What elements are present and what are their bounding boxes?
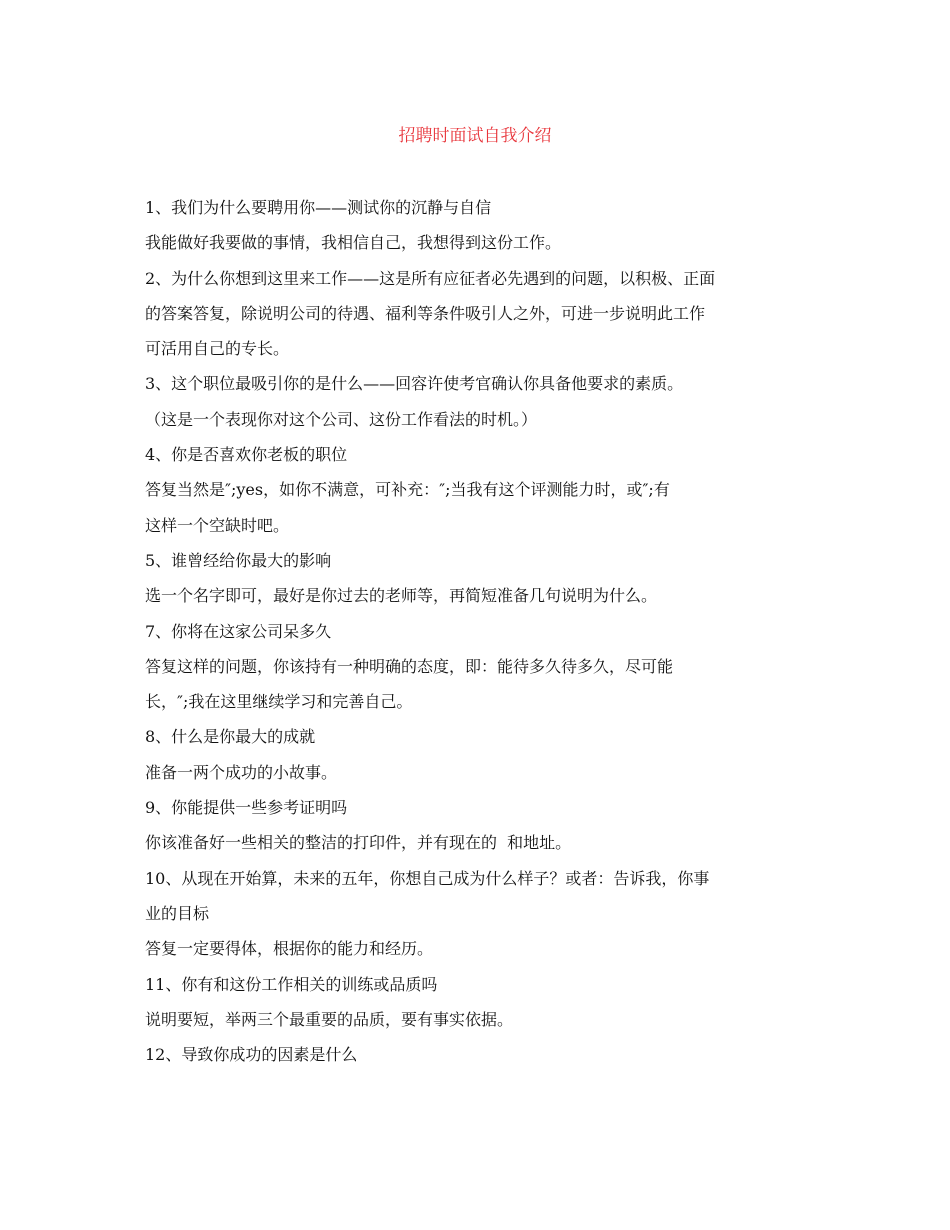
text-line: 8、什么是你最大的成就 bbox=[145, 727, 316, 747]
document-title: 招聘时面试自我介绍 bbox=[398, 126, 552, 146]
text-line: 12、导致你成功的因素是什么 bbox=[145, 1045, 358, 1065]
text-line: 9、你能提供一些参考证明吗 bbox=[145, 798, 348, 818]
text-line: 这样一个空缺时吧。 bbox=[145, 515, 290, 535]
text-line: （这是一个表现你对这个公司、这份工作看法的时机。） bbox=[145, 409, 538, 429]
text-line: 7、你将在这家公司呆多久 bbox=[145, 621, 332, 641]
text-line: 2、为什么你想到这里来工作——这是所有应征者必先遇到的问题，以积极、正面 bbox=[145, 268, 716, 288]
text-line: 准备一两个成功的小故事。 bbox=[145, 762, 338, 782]
text-line: 10、从现在开始算，未来的五年，你想自己成为什么样子？或者：告诉我，你事 bbox=[145, 868, 710, 888]
text-line: 选一个名字即可，最好是你过去的老师等，再简短准备几句说明为什么。 bbox=[145, 586, 658, 606]
text-line: 答复当然是″;yes，如你不满意，可补充：″;当我有这个评测能力时，或″;有 bbox=[145, 480, 670, 500]
text-line: 业的目标 bbox=[145, 903, 210, 923]
text-line: 答复一定要得体，根据你的能力和经历。 bbox=[145, 939, 434, 959]
text-line: 你该准备好一些相关的整洁的打印件，并有现在的 和地址。 bbox=[145, 833, 572, 853]
text-line: 11、你有和这份工作相关的训练或品质吗 bbox=[145, 974, 438, 994]
text-line: 的答案答复，除说明公司的待遇、福利等条件吸引人之外，可进一步说明此工作 bbox=[145, 303, 706, 323]
text-line: 我能做好我要做的事情，我相信自己，我想得到这份工作。 bbox=[145, 233, 562, 253]
text-line: 说明要短，举两三个最重要的品质，要有事实依据。 bbox=[145, 1009, 514, 1029]
text-line: 4、你是否喜欢你老板的职位 bbox=[145, 445, 348, 465]
text-line: 答复这样的问题，你该持有一种明确的态度，即：能待多久待多久，尽可能 bbox=[145, 656, 674, 676]
text-line: 5、谁曾经给你最大的影响 bbox=[145, 550, 332, 570]
text-line: 长，″;我在这里继续学习和完善自己。 bbox=[145, 692, 413, 712]
text-line: 1、我们为什么要聘用你——测试你的沉静与自信 bbox=[145, 198, 492, 217]
document-body bbox=[145, 195, 810, 1077]
text-line: 3、这个职位最吸引你的是什么——回容许使考官确认你具备他要求的素质。 bbox=[145, 374, 684, 394]
text-line: 可活用自己的专长。 bbox=[145, 339, 290, 359]
